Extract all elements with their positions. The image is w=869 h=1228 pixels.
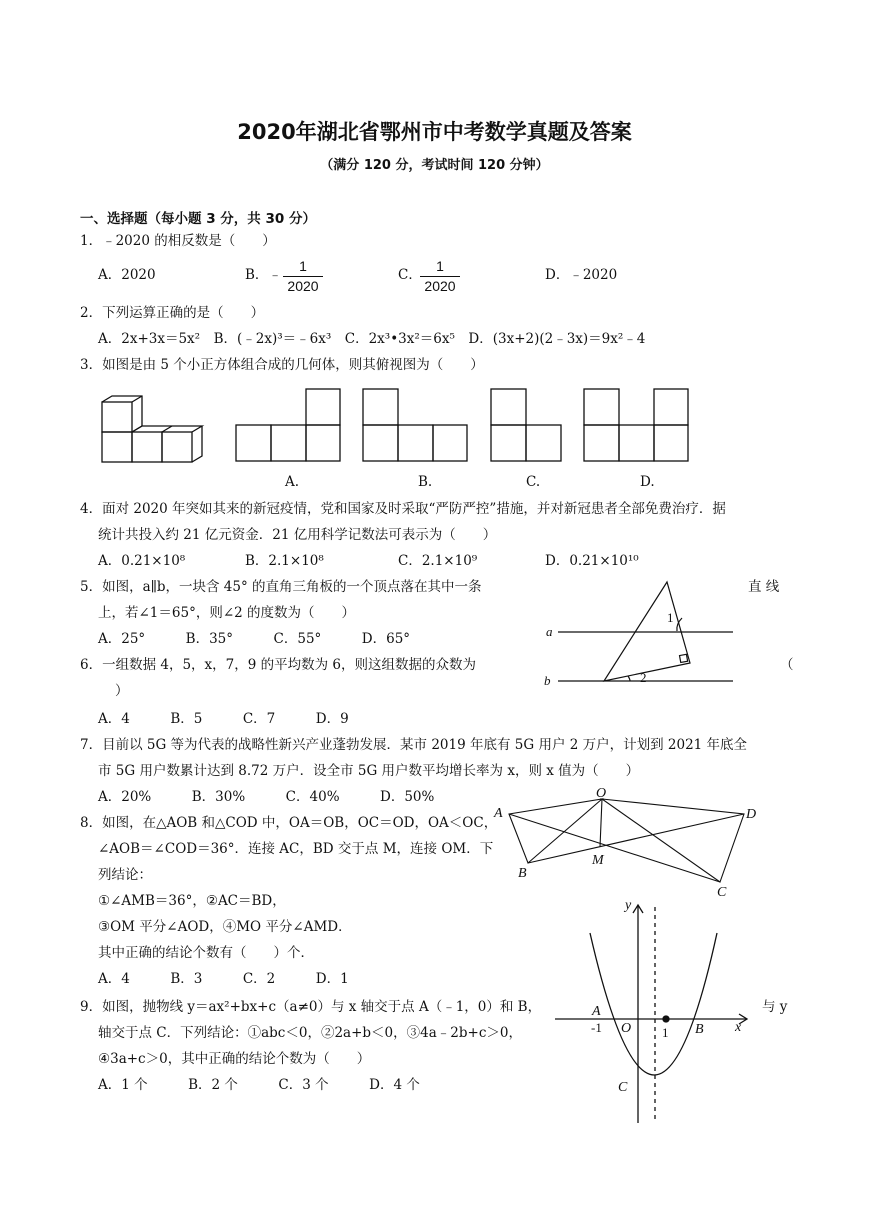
fraction-denominator: 2020 — [424, 278, 456, 294]
q3-option-c-view — [490, 388, 562, 462]
q3-option-b-view — [362, 388, 468, 462]
label-1: 1 — [662, 1025, 669, 1040]
q8-line5: ③OM 平分∠AOD，④MO 平分∠AMD． — [98, 919, 352, 935]
label-A: A — [494, 806, 503, 821]
q2-options: A．2x+3x＝5x² B．(﹣2x)³＝﹣6x³ C．2x³•3x²＝6x⁵ D．(3x+2)(2﹣3x)＝9x²﹣4 — [98, 331, 646, 347]
parabola — [590, 933, 717, 1075]
label-y: y — [625, 898, 632, 913]
label-x: x — [735, 1020, 742, 1035]
q6-line2: ） — [115, 683, 129, 699]
label-b: b — [544, 673, 551, 688]
q5-line2: 上，若∠1＝65°，则∠2 的度数为（ ） — [98, 605, 356, 621]
page-title: 2020年湖北省鄂州市中考数学真题及答案 — [237, 120, 632, 144]
q8-options: A．4 B．3 C．2 D．1 — [98, 971, 349, 987]
label-a: a — [546, 624, 553, 639]
q5-line1: 5．如图，a∥b，一块含 45° 的直角三角板的一个顶点落在其中一条 — [80, 579, 482, 595]
q5-figure — [540, 578, 740, 693]
q3-label-a: A. — [285, 474, 300, 490]
label-M: M — [592, 853, 604, 868]
q1-option-a: A．2020 — [98, 267, 156, 283]
q7-line1: 7．目前以 5G 等为代表的战略性新兴产业蓬勃发展．某市 2019 年底有 5G 用户 2 万户，计划到 2021 年底全 — [80, 737, 748, 753]
q8-line3: 列结论： — [98, 867, 152, 883]
q7-options: A．20% B．30% C．40% D．50% — [98, 789, 435, 805]
q1-option-c-fraction — [420, 258, 460, 294]
q5-line1-end: 直 线 — [748, 579, 780, 595]
q6-line1: 6．一组数据 4，5，x，7，9 的平均数为 6，则这组数据的众数为 — [80, 657, 477, 673]
section-heading: 一、选择题（每小题 3 分，共 30 分） — [80, 211, 316, 227]
label-O: O — [621, 1021, 632, 1036]
label-C: C — [618, 1080, 628, 1095]
q9-line1: 9．如图，抛物线 y＝ax²+bx+c（a≠0）与 x 轴交于点 A（﹣1，0）和 B， — [80, 999, 542, 1015]
label-angle-1: 1 — [667, 610, 674, 625]
q3-solid-figure — [100, 396, 220, 466]
q1-option-b-fraction — [283, 258, 323, 294]
q9-line1-end: 与 y — [762, 999, 788, 1015]
fraction-numerator: 1 — [436, 258, 444, 274]
q4-option-d: D．0.21×10¹⁰ — [545, 553, 639, 569]
q8-line1: 8．如图，在△AOB 和△COD 中，OA＝OB，OC＝OD，OA＜OC， — [80, 815, 498, 831]
q1-option-b-prefix: B．﹣ — [245, 267, 282, 283]
fraction-numerator: 1 — [299, 258, 307, 274]
q1-option-c-prefix: C． — [398, 267, 422, 283]
label-C: C — [717, 885, 727, 900]
q3-option-a-view — [235, 388, 341, 462]
q4-line1: 4．面对 2020 年突如其来的新冠疫情，党和国家及时采取“严防严控”措施，并对新冠患者全部免费治疗．据 — [80, 501, 726, 517]
label-B: B — [518, 866, 527, 881]
q9-options: A．1 个 B．2 个 C．3 个 D．4 个 — [98, 1077, 420, 1093]
q4-option-a: A．0.21×10⁸ — [98, 553, 186, 569]
q9-line2: 轴交于点 C．下列结论：①abc＜0，②2a+b＜0，③4a﹣2b+c＞0， — [98, 1025, 522, 1041]
q9-figure — [555, 895, 755, 1125]
fraction-denominator: 2020 — [287, 278, 319, 294]
q7-line2: 市 5G 用户数累计达到 8.72 万户．设全市 5G 用户数平均增长率为 x，则 x 值为（ ） — [98, 763, 640, 779]
q8-figure — [490, 785, 765, 900]
q3-stem: 3．如图是由 5 个小正方体组合成的几何体，则其俯视图为（ ） — [80, 357, 484, 373]
q1-stem: 1．﹣2020 的相反数是（ ） — [80, 233, 276, 249]
q3-label-d: D. — [640, 474, 655, 490]
q3-option-d-view — [583, 388, 689, 462]
exam-info: （满分 120 分，考试时间 120 分钟） — [320, 158, 549, 173]
q9-line3: ④3a+c＞0，其中正确的结论个数为（ ） — [98, 1051, 371, 1067]
label-A: A — [592, 1004, 601, 1019]
label-angle-2: 2 — [640, 670, 647, 685]
q4-option-c: C．2.1×10⁹ — [398, 553, 478, 569]
q6-options: A．4 B．5 C．7 D．9 — [98, 711, 349, 727]
q1-option-d: D．﹣2020 — [545, 267, 618, 283]
q8-line6: 其中正确的结论个数有（ ）个． — [98, 945, 314, 961]
label-O: O — [596, 786, 607, 801]
label-neg1: -1 — [591, 1020, 602, 1035]
label-D: D — [746, 807, 757, 822]
q4-line2: 统计共投入约 21 亿元资金．21 亿用科学记数法可表示为（ ） — [98, 527, 497, 543]
q8-line4: ①∠AMB＝36°，②AC＝BD， — [98, 893, 286, 909]
q4-option-b: B．2.1×10⁸ — [245, 553, 324, 569]
fraction-bar — [283, 276, 323, 277]
label-B: B — [695, 1022, 704, 1037]
q3-label-c: C. — [526, 474, 541, 490]
q3-label-b: B. — [418, 474, 433, 490]
q6-paren-open: （ — [780, 657, 794, 673]
fraction-bar — [420, 276, 460, 277]
q2-stem: 2．下列运算正确的是（ ） — [80, 305, 265, 321]
q5-options: A．25° B．35° C．55° D．65° — [98, 631, 411, 647]
q8-line2: ∠AOB＝∠COD＝36°．连接 AC，BD 交于点 M，连接 OM．下 — [98, 841, 494, 857]
